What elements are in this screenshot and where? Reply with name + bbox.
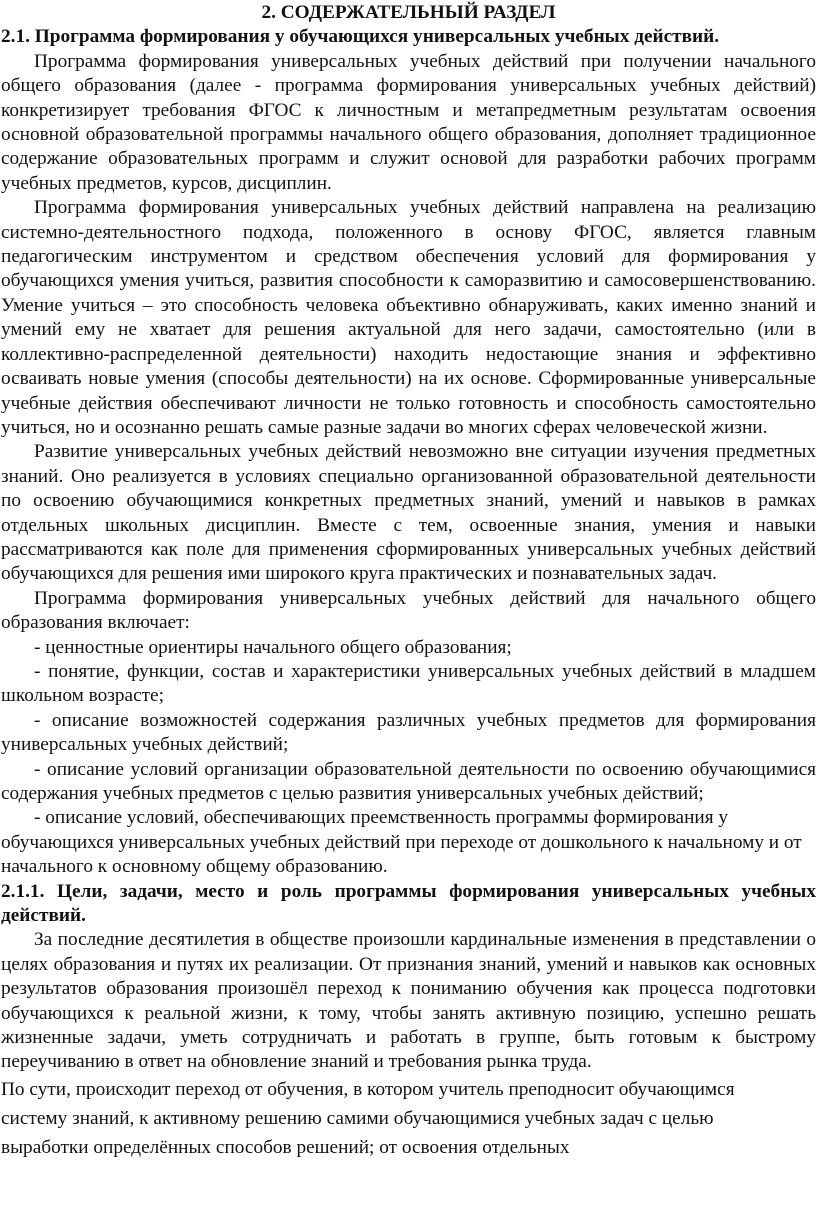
list xyxy=(1,636,816,880)
paragraph: Программа формирования универсальных учебных действий направлена на реализацию системно-деятельностного подхода, положенного в основу ФГОС, является главным педагогическим инструментом и средством обеспечения условий для формирования у обучающихся умения учиться, развития способности к саморазвитию и самосовершенствованию. Умение учиться – это способность человека объективно обнаруживать, каких именно знаний и умений ему не хватает для решения актуальной для него задачи, самостоятельно (или в коллективно-распределенной деятельности) находить недостающие знания и эффективно осваивать новые умения (способы деятельности) на их основе. Сформированные универсальные учебные действия обеспечивают личности не только готовность и способность самостоятельно учиться, но и осознанно решать самые разные задачи во многих сферах человеческой жизни. xyxy=(1,197,816,438)
list-item: - ценностные ориентиры начального общего образования; xyxy=(34,636,512,658)
subsubsection-title: 2.1.1. Цели, задачи, место и роль программы формирования универсальных учебных действий. xyxy=(1,880,816,927)
paragraph: Развитие универсальных учебных действий невозможно вне ситуации изучения предметных знаний. Оно реализуется в условиях специально организованной образовательной деятельности по освоению обучающимися конкретных предметных знаний, умений и навыков в рамках отдельных школьных дисциплин. Вместе с тем, освоенные знания, умения и навыки рассматриваются как поле для применения сформированных универсальных учебных действий обучающихся для решения ими широкого круга практических и познавательных задач. xyxy=(1,441,816,585)
trailing-text xyxy=(1,1075,816,1162)
section-title: 2. СОДЕРЖАТЕЛЬНЫЙ РАЗДЕЛ xyxy=(261,2,556,23)
list-item: - описание возможностей содержания различных учебных предметов для формирования универсальных учебных действий; xyxy=(1,709,816,756)
text-line: По сути, происходит переход от обучения, в котором учитель преподносит обучающимся xyxy=(1,1078,735,1100)
subsection-title: 2.1. Программа формирования у обучающихся универсальных учебных действий. xyxy=(1,26,720,48)
list-item: - описание условий организации образовательной деятельности по освоению обучающимися содержания учебных предметов с целью развития универсальных учебных действий; xyxy=(1,758,816,804)
paragraph: За последние десятилетия в обществе произошли кардинальные изменения в представлении о целях образования и путях их реализации. От признания знаний, умений и навыков как основных результатов образования произошёл переход к пониманию обучения как процесса подготовки обучающихся к реальной жизни, к тому, чтобы занять активную позицию, успешно решать жизненные задачи, уметь сотрудничать и работать в группе, быть готовым к быстрому переучиванию в ответ на обновление знаний и требования рынка труда. xyxy=(1,929,816,1073)
paragraph: Программа формирования универсальных учебных действий для начального общего образования включает: xyxy=(1,587,816,634)
list-item: - понятие, функции, состав и характеристики универсальных учебных действий в младшем школьном возрасте; xyxy=(1,660,816,707)
text-line: выработки определённых способов решений; от освоения отдельных xyxy=(1,1136,570,1158)
list-item: - описание условий, обеспечивающих преемственность программы формирования у обучающихся универсальных учебных действий при переходе от дошкольного к начальному и от начального к основному общему образованию. xyxy=(1,807,802,878)
text-line: систему знаний, к активному решению самими обучающимися учебных задач с целью xyxy=(1,1107,714,1129)
paragraph: Программа формирования универсальных учебных действий при получении начального общего образования (далее - программа формирования универсальных учебных действий) конкретизирует требования ФГОС к личностным и метапредметным результатам освоения основной образовательной программы начального общего образования, дополняет традиционное содержание образовательных программ и служит основой для разработки рабочих программ учебных предметов, курсов, дисциплин. xyxy=(1,50,816,194)
